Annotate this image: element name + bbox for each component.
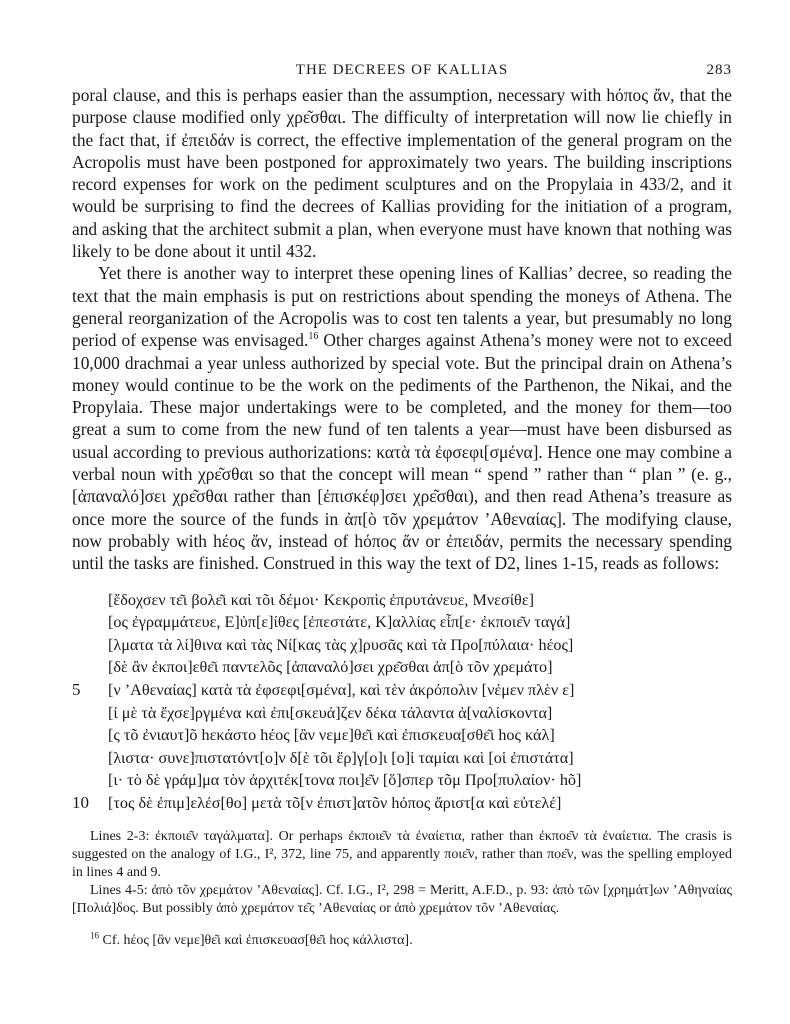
critical-note: Lines 2-3: ἐκποιε͂ν ταγάλματα]. Or perhaps ἐκποιε͂ν τὰ ἐναίετια, rather than ἐκποε͂ν τὰ ἐναίετια. The crasis is suggested on the analogy of I.G., I², 372, line 75, and apparently ποιε͂ν, rather than ποε͂ν, was the spelling employed in lines 4 and 9. xyxy=(72,829,732,881)
inscription-line-text: [ἔδοχσεν τε͂ι βολε͂ι καὶ τõι δέμοι· Κεκροπὶς ἐπρυτάνευε, Μνεσίθε] xyxy=(108,590,535,609)
inscription-line-text: [ν ’Αθεναίας] κατὰ τὰ ἐφσεφι[σμένα], καὶ τὲν ἀκρόπολιν [νέμεν πλὲν ε] xyxy=(108,680,575,699)
footnote-text: Cf. hέος [ἂν νεμε]θε͂ι καὶ ἐπισκευασ[θε͂ι hος κάλλιστα]. xyxy=(99,933,413,949)
inscription-line xyxy=(72,679,732,702)
inscription-line xyxy=(72,656,732,679)
inscription-line xyxy=(72,589,732,612)
inscription-line-text: [ἰ μὲ τὰ ἔχσε]ργμένα καὶ ἐπι[σκευά]ζεν δέκα τάλαντα ἀ[ναλίσκοντα] xyxy=(108,703,553,722)
inscription-line xyxy=(72,747,732,770)
inscription-text xyxy=(72,589,732,815)
inscription-line xyxy=(72,611,732,634)
page xyxy=(72,56,732,950)
inscription-line xyxy=(72,702,732,725)
inscription-line xyxy=(72,769,732,792)
running-head xyxy=(72,56,732,84)
footnote-reference: 16 xyxy=(308,331,319,343)
paragraph-text: Yet there is another way to interpret these opening lines of Kallias’ decree, so reading the text that the main emphasis is put on restrictions about spending the moneys of Athena. The general reorganization of the Acropolis was to cost ten talents a year, but presumably no long period of expense was envisaged. xyxy=(72,263,732,351)
inscription-line xyxy=(72,792,732,815)
inscription-line-text: [δὲ ἂν ἐκποι]εθε͂ι παντελõς [ἀπαναλό]σει χρε͂σθαι ἀπ[ὸ τõν χρεμάτο] xyxy=(108,658,553,677)
critical-notes xyxy=(72,828,732,918)
inscription-line xyxy=(72,634,732,657)
footnote-mark: 16 xyxy=(90,930,99,941)
inscription-line xyxy=(72,724,732,747)
inscription-line-text: [ς τõ ἐνιαυτ]õ hεκάστο hέος [ἂν νεμε]θε͂ι καὶ ἐπισκευα[σθε͂ι hος κάλ] xyxy=(108,726,555,745)
paragraph xyxy=(72,262,732,574)
body-text xyxy=(72,84,732,575)
footnote xyxy=(72,932,732,950)
critical-note: Lines 4-5: ἀπὸ τõν χρεμάτον ’Αθεναίας]. Cf. I.G., I², 298 = Meritt, A.F.D., p. 93: ἀπὸ τῶν [χρημάτ]ων ’Αθηναίας [Πολιά]δος. But possibly ἀπὸ χρεμάτον τε͂ς ’Αθεναίας or ἀπὸ χρεμάτον τõν ’Αθεναίας. xyxy=(72,883,732,917)
paragraph-text: Other charges against Athena’s money were not to exceed 10,000 drachmai a year unless authorized by special vote. But the principal drain on Athena’s money would continue to be the work on the pediments of the Parthenon, the Nikai, and the Propylaia. These major undertakings were to be completed, and the money for them—too great a sum to come from the new fund of ten talents a year—must have been disbursed as usual according to previous authorizations: κατὰ τὰ ἐφσεφι[σμένα]. Hence one may combine a verbal noun with χρε͂σθαι so that the concept will mean “ spend ” rather than “ plan ” (e. g., [ἀπαναλό]σει χρε͂σθαι rather than [ἐπισκέφ]σει χρε͂σθαι), and then read Athena’s treasure as once more the source of the funds in ἀπ[ὸ τõν χρεμάτον ’Αθεναίας]. The modifying clause, now probably with hέος ἄν, instead of hόπος ἄν or ἐπειδάν, permits the necessary spending until the tasks are finished. Construed in this way the text of D2, lines 1-15, reads as follows: xyxy=(72,330,732,574)
page-number: 283 xyxy=(706,62,732,78)
inscription-line-text: [λιστα· συνε]πιστατόντ[ο]ν δ[ὲ τõι ἔρ]γ[ο]ι [ο]ἱ ταμίαι καὶ [οἱ ἐπιστάτα] xyxy=(108,748,574,767)
line-number: 5 xyxy=(72,679,81,699)
line-number: 10 xyxy=(72,792,89,812)
inscription-line-text: [ι· τὸ δὲ γράμ]μα τὸν ἀρχιτέκ[τονα ποι]ε͂ν [ὅ]σπερ τõμ Προ[πυλαίον· hõ] xyxy=(108,771,582,790)
inscription-line-text: [λματα τὰ λί]θινα καὶ τὰς Νί[κας τὰς χ]ρυσᾶς καὶ τὰ Προ[πύλαια· hέος] xyxy=(108,635,574,654)
inscription-line-text: [ος ἐγραμμάτευε, Ε]ὐπ[ε]ίθες [ἐπεστάτε, Κ]αλλίας εἶπ[ε· ἐκποιε͂ν ταγά] xyxy=(108,613,571,632)
running-title: THE DECREES OF KALLIAS xyxy=(295,62,509,78)
paragraph: poral clause, and this is perhaps easier than the assumption, necessary with hόπος ἄν, that the purpose clause modified only χρε͂σθαι. The difficulty of interpretation will now lie chiefly in the fact that, if ἐπειδάν is correct, the effective implementation of the general program on the Acropolis must have been postponed for approximately two years. The building inscriptions record expenses for work on the pediment sculptures and on the Propylaia in 433/2, and it would be surprising to find the decrees of Kallias providing for the initiation of a program, and asking that the architect submit a plan, when everyone must have known that nothing was likely to be done about it until 432. xyxy=(72,85,732,262)
inscription-line-text: [τος δὲ ἐπιμ]ελέσ[θο] μετὰ τõ[ν ἐπιστ]ατõν hόπος ἄριστ[α καὶ εὐτελέ] xyxy=(108,793,562,812)
